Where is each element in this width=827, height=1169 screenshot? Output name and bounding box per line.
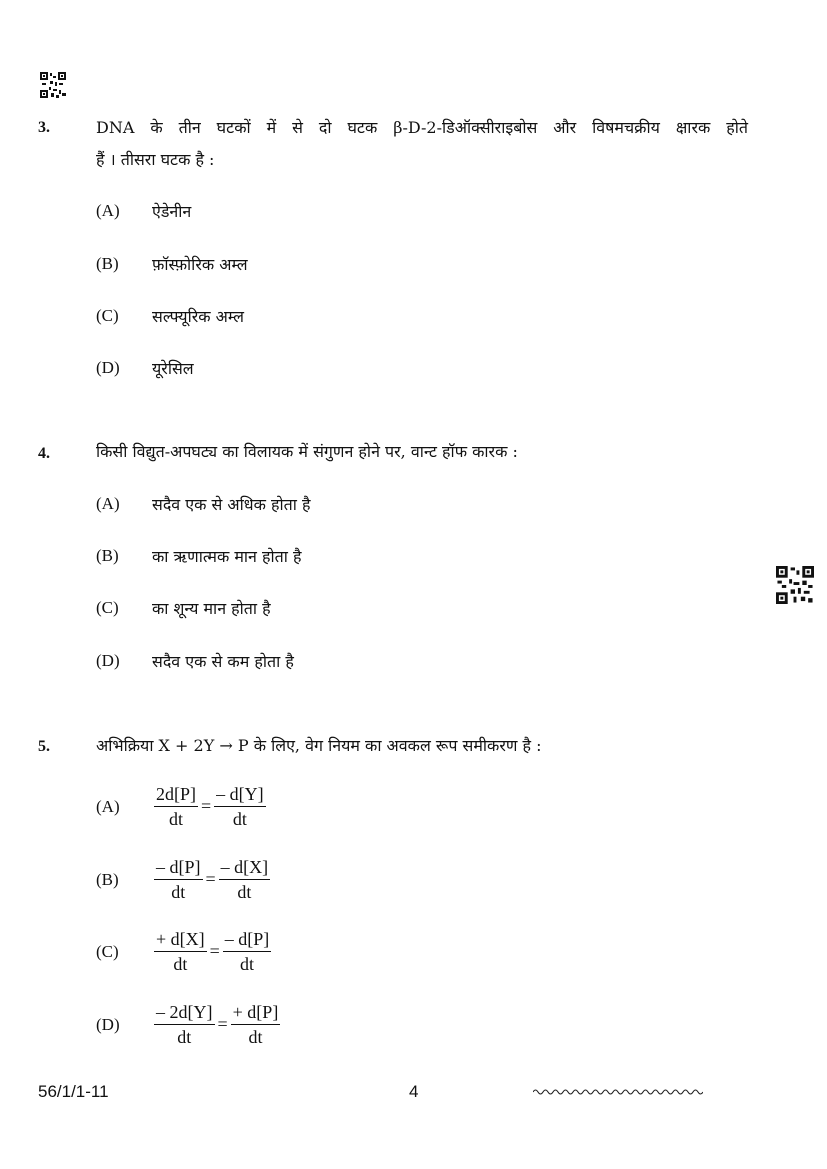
denominator: dt (237, 882, 252, 902)
fraction (154, 927, 207, 976)
equation (154, 782, 266, 831)
question-text (96, 112, 748, 176)
fraction (231, 1000, 281, 1049)
numerator: – 2d[Y] (154, 1000, 215, 1025)
option-label: (B) (96, 869, 119, 889)
option-text: का ऋणात्मक मान होता है (152, 547, 302, 566)
paper-code: 56/1/1-11 (38, 1082, 109, 1101)
option (96, 199, 191, 223)
denominator: dt (248, 1027, 263, 1047)
option (96, 1000, 280, 1049)
option-text: यूरेसिल (152, 359, 194, 378)
option (96, 855, 270, 904)
equals-sign: = (209, 941, 220, 961)
numerator: – d[Y] (214, 782, 266, 807)
fraction (219, 855, 271, 904)
fraction (214, 782, 266, 831)
equals-sign: = (201, 796, 212, 816)
question-number: 4. (38, 445, 50, 462)
option-label: (D) (96, 358, 120, 377)
numerator: + d[X] (154, 927, 207, 952)
numerator: + d[P] (231, 1000, 281, 1025)
option (96, 544, 301, 568)
equation (154, 927, 271, 976)
denominator: dt (232, 809, 247, 829)
option (96, 927, 271, 976)
option (96, 252, 248, 276)
fraction (154, 1000, 215, 1049)
denominator: dt (240, 954, 255, 974)
denominator: dt (171, 882, 186, 902)
option-label: (A) (96, 796, 120, 816)
question-text-line: हैं । तीसरा घटक है : (96, 150, 215, 169)
option-text: सदैव एक से कम होता है (152, 652, 294, 671)
option-label: (A) (96, 494, 120, 513)
option (96, 304, 244, 328)
denominator: dt (177, 1027, 192, 1047)
option (96, 649, 294, 673)
option-text: सल्फ्यूरिक अम्ल (152, 307, 244, 326)
qr-code-icon (40, 72, 66, 98)
denominator: dt (173, 954, 188, 974)
question-text: अभिक्रिया X + 2Y → P के लिए, वेग नियम का अवकल रूप समीकरण है : (96, 736, 542, 755)
option (96, 492, 311, 516)
option-text: सदैव एक से अधिक होता है (152, 495, 311, 514)
equals-sign: = (205, 869, 216, 889)
option-label: (A) (96, 201, 120, 220)
option (96, 596, 271, 620)
page-number: 4 (409, 1082, 419, 1101)
fraction (223, 927, 272, 976)
option-label: (C) (96, 598, 119, 617)
question-number: 3. (38, 119, 50, 136)
fraction (154, 782, 198, 831)
numerator: 2d[P] (154, 782, 198, 807)
equation (154, 1000, 280, 1049)
option-label: (C) (96, 306, 119, 325)
option-text: फ़ॉस्फ़ोरिक अम्ल (152, 255, 248, 274)
question-number: 5. (38, 738, 50, 755)
option-label: (B) (96, 546, 119, 565)
option (96, 356, 194, 380)
option-label: (D) (96, 1014, 120, 1034)
fraction (154, 855, 203, 904)
option-label: (C) (96, 941, 119, 961)
qr-code-icon (776, 566, 814, 604)
equals-sign: = (217, 1014, 228, 1034)
question-text: किसी विद्युत-अपघट्य का विलायक में संगुणन होने पर, वान्ट हॉफ कारक : (96, 442, 518, 461)
equation (154, 855, 270, 904)
numerator: – d[X] (219, 855, 271, 880)
option-label: (B) (96, 254, 119, 273)
option-label: (D) (96, 651, 120, 670)
option-text: का शून्य मान होता है (152, 599, 271, 618)
wavy-line-icon (533, 1087, 703, 1097)
denominator: dt (168, 809, 183, 829)
question-text-line: DNA के तीन घटकों में से दो घटक β-D-2-डिऑक्सीराइबोस और विषमचक्रीय क्षारक होते (96, 118, 748, 137)
numerator: – d[P] (154, 855, 203, 880)
numerator: – d[P] (223, 927, 272, 952)
option-text: ऐडेनीन (152, 202, 192, 221)
option (96, 782, 266, 831)
